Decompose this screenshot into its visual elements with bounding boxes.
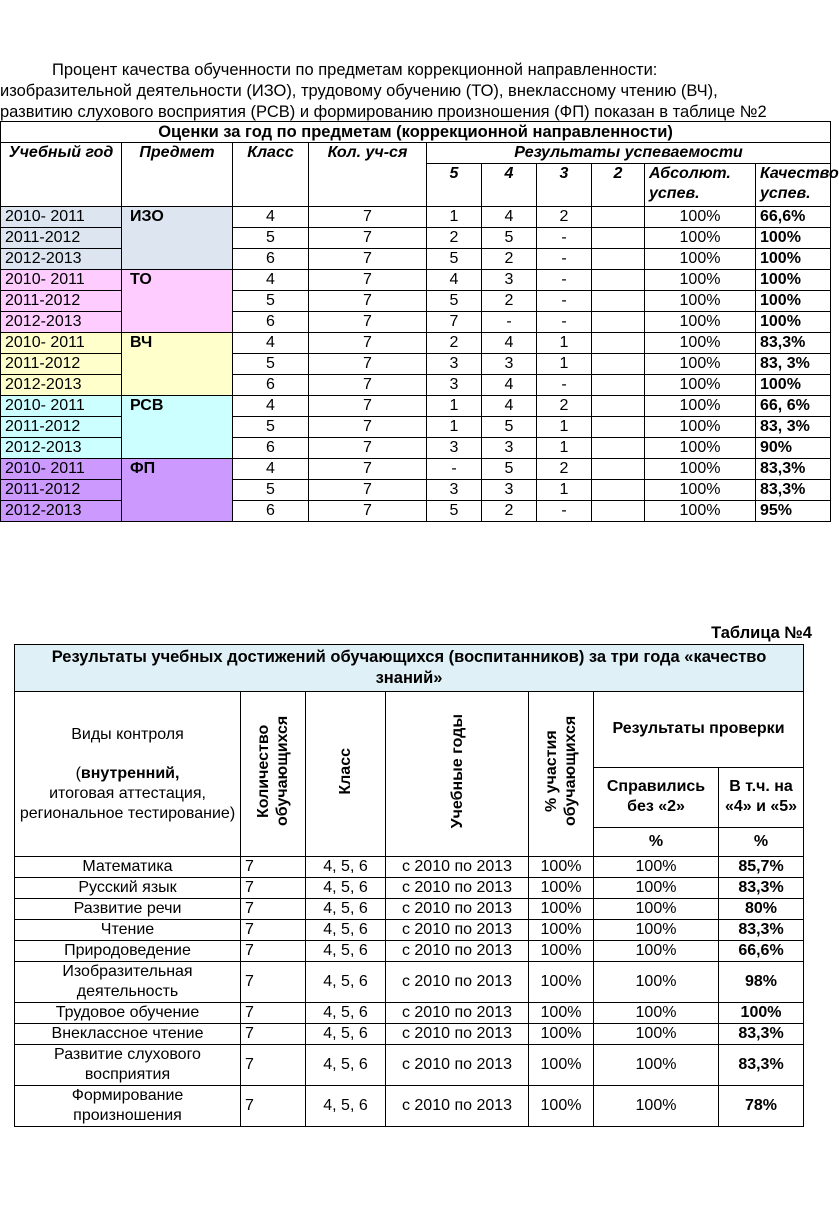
header-school-years: Учебные годы	[386, 692, 529, 857]
class-list-cell: 4, 5, 6	[306, 1045, 386, 1086]
grade4-cell: 4	[482, 207, 537, 228]
header-subject: Предмет	[122, 143, 233, 207]
intro-paragraph	[0, 60, 816, 123]
years-cell: с 2010 по 2013	[386, 962, 529, 1003]
grades-table-body	[1, 207, 831, 522]
control-label: Виды контроля	[71, 725, 184, 743]
intro-line-3: развитию слухового восприятия (РСВ) и формированию произношения (ФП) показан в таблице №2	[0, 103, 767, 121]
year-cell: 2011-2012	[1, 291, 122, 312]
subject-name-cell: Русский язык	[15, 878, 241, 899]
grade5-cell: 5	[427, 249, 482, 270]
class-cell: 5	[233, 291, 309, 312]
achievement-row	[15, 1003, 804, 1024]
grade4-cell: 3	[482, 354, 537, 375]
grade4-cell: 5	[482, 417, 537, 438]
year-cell: 2012-2013	[1, 438, 122, 459]
header-good-grades: В т.ч. на «4» и «5»	[719, 767, 804, 827]
quality-cell: 100%	[756, 228, 831, 249]
grade4-cell: 2	[482, 291, 537, 312]
count-cell: 7	[309, 480, 427, 501]
students-count-cell: 7	[241, 962, 306, 1003]
class-cell: 4	[233, 396, 309, 417]
grade5-cell: 5	[427, 501, 482, 522]
grade5-cell: 1	[427, 207, 482, 228]
control-rest: итоговая аттестация, региональное тестирование)	[19, 784, 236, 822]
quality-cell: 83,3%	[756, 480, 831, 501]
achievement-row	[15, 962, 804, 1003]
quality-cell: 95%	[756, 501, 831, 522]
grade5-cell: 1	[427, 396, 482, 417]
header-grade-2: 2	[592, 164, 645, 207]
class-cell: 5	[233, 417, 309, 438]
grade4-cell: 5	[482, 459, 537, 480]
control-internal: внутренний,	[80, 764, 180, 782]
count-cell: 7	[309, 438, 427, 459]
grade2-cell	[592, 207, 645, 228]
quality-cell: 66, 6%	[756, 396, 831, 417]
years-cell: с 2010 по 2013	[386, 920, 529, 941]
class-list-cell: 4, 5, 6	[306, 941, 386, 962]
absolute-cell: 100%	[645, 459, 756, 480]
class-cell: 4	[233, 459, 309, 480]
count-cell: 7	[309, 228, 427, 249]
grade2-cell	[592, 396, 645, 417]
count-cell: 7	[309, 207, 427, 228]
achievement-row	[15, 1086, 804, 1127]
quality-cell: 66,6%	[756, 207, 831, 228]
absolute-cell: 100%	[645, 249, 756, 270]
grade5-cell: 3	[427, 354, 482, 375]
control-detail: (внутренний,	[75, 764, 180, 782]
achievement-row	[15, 920, 804, 941]
quality-cell: 100%	[756, 249, 831, 270]
grade5-cell: 3	[427, 438, 482, 459]
quality-cell: 100%	[756, 312, 831, 333]
grade3-cell: 1	[537, 333, 592, 354]
class-cell: 4	[233, 270, 309, 291]
grade3-cell: 2	[537, 459, 592, 480]
absolute-cell: 100%	[645, 207, 756, 228]
year-cell: 2010- 2011	[1, 207, 122, 228]
good-cell: 66,6%	[719, 941, 804, 962]
quality-cell: 100%	[756, 291, 831, 312]
grade-row	[1, 270, 831, 291]
passed-cell: 100%	[594, 1086, 719, 1127]
grade5-cell: 3	[427, 480, 482, 501]
passed-cell: 100%	[594, 899, 719, 920]
years-cell: с 2010 по 2013	[386, 1045, 529, 1086]
class-list-cell: 4, 5, 6	[306, 1086, 386, 1127]
intro-line-1: Процент качества обученности по предметам коррекционной направленности:	[52, 61, 658, 79]
grade4-cell: 3	[482, 270, 537, 291]
good-cell: 83,3%	[719, 1045, 804, 1086]
grade2-cell	[592, 480, 645, 501]
header-participation: % участия обучающихся	[529, 692, 594, 857]
count-cell: 7	[309, 459, 427, 480]
quality-cell: 100%	[756, 375, 831, 396]
grade2-cell	[592, 249, 645, 270]
achievement-row	[15, 1024, 804, 1045]
year-cell: 2012-2013	[1, 312, 122, 333]
year-cell: 2011-2012	[1, 417, 122, 438]
header-control-types	[15, 692, 241, 857]
grade-row	[1, 459, 831, 480]
count-cell: 7	[309, 417, 427, 438]
class-cell: 6	[233, 249, 309, 270]
grade5-cell: 4	[427, 270, 482, 291]
years-cell: с 2010 по 2013	[386, 941, 529, 962]
absolute-cell: 100%	[645, 396, 756, 417]
good-cell: 98%	[719, 962, 804, 1003]
header-pct-2: %	[719, 827, 804, 856]
year-cell: 2011-2012	[1, 354, 122, 375]
header-year: Учебный год	[1, 143, 122, 207]
grade3-cell: -	[537, 270, 592, 291]
students-count-cell: 7	[241, 1086, 306, 1127]
class-cell: 6	[233, 312, 309, 333]
year-cell: 2010- 2011	[1, 459, 122, 480]
grades-table	[0, 121, 839, 522]
subject-cell: ВЧ	[122, 333, 233, 396]
passed-cell: 100%	[594, 1024, 719, 1045]
quality-cell: 100%	[756, 270, 831, 291]
class-cell: 6	[233, 375, 309, 396]
class-list-cell: 4, 5, 6	[306, 857, 386, 878]
passed-cell: 100%	[594, 941, 719, 962]
participation-cell: 100%	[529, 1086, 594, 1127]
absolute-cell: 100%	[645, 354, 756, 375]
good-cell: 83,3%	[719, 1024, 804, 1045]
header-grade-3: 3	[537, 164, 592, 207]
class-cell: 4	[233, 333, 309, 354]
subject-name-cell: Развитие речи	[15, 899, 241, 920]
quality-cell: 83, 3%	[756, 417, 831, 438]
grade3-cell: 2	[537, 396, 592, 417]
students-count-cell: 7	[241, 920, 306, 941]
grade2-cell	[592, 291, 645, 312]
class-cell: 6	[233, 501, 309, 522]
passed-cell: 100%	[594, 1003, 719, 1024]
class-cell: 5	[233, 480, 309, 501]
years-cell: с 2010 по 2013	[386, 899, 529, 920]
participation-cell: 100%	[529, 1024, 594, 1045]
year-cell: 2011-2012	[1, 228, 122, 249]
quality-cell: 83,3%	[756, 333, 831, 354]
table-caption: Таблица №4	[711, 624, 812, 642]
subject-name-cell: Развитие слухового восприятия	[15, 1045, 241, 1086]
grade2-cell	[592, 459, 645, 480]
years-cell: с 2010 по 2013	[386, 1086, 529, 1127]
class-cell: 6	[233, 438, 309, 459]
quality-cell: 83,3%	[756, 459, 831, 480]
absolute-cell: 100%	[645, 228, 756, 249]
participation-cell: 100%	[529, 920, 594, 941]
subject-name-cell: Изобразительная деятельность	[15, 962, 241, 1003]
absolute-cell: 100%	[645, 291, 756, 312]
grade5-cell: -	[427, 459, 482, 480]
good-cell: 78%	[719, 1086, 804, 1127]
grade3-cell: -	[537, 291, 592, 312]
grade4-cell: 4	[482, 375, 537, 396]
grade5-cell: 2	[427, 228, 482, 249]
grade3-cell: -	[537, 501, 592, 522]
subject-name-cell: Природоведение	[15, 941, 241, 962]
years-cell: с 2010 по 2013	[386, 857, 529, 878]
grade4-cell: 2	[482, 501, 537, 522]
subject-name-cell: Математика	[15, 857, 241, 878]
grade3-cell: 1	[537, 354, 592, 375]
grade-row	[1, 396, 831, 417]
passed-cell: 100%	[594, 1045, 719, 1086]
subject-cell: ТО	[122, 270, 233, 333]
grade4-cell: 2	[482, 249, 537, 270]
count-cell: 7	[309, 291, 427, 312]
year-cell: 2010- 2011	[1, 396, 122, 417]
class-list-cell: 4, 5, 6	[306, 1024, 386, 1045]
class-cell: 5	[233, 354, 309, 375]
students-count-cell: 7	[241, 1003, 306, 1024]
students-count-cell: 7	[241, 1045, 306, 1086]
grade2-cell	[592, 438, 645, 459]
grade2-cell	[592, 312, 645, 333]
subject-name-cell: Формирование произношения	[15, 1086, 241, 1127]
count-cell: 7	[309, 375, 427, 396]
header-class: Класс	[233, 143, 309, 207]
year-cell: 2012-2013	[1, 375, 122, 396]
grade3-cell: 1	[537, 417, 592, 438]
intro-line-2: изобразительной деятельности (ИЗО), трудовому обучению (ТО), внеклассному чтению (ВЧ),	[0, 82, 718, 100]
header-students-count: Количество обучающихся	[241, 692, 306, 857]
header-results: Результаты успеваемости	[427, 143, 831, 164]
grade3-cell: -	[537, 312, 592, 333]
grade4-cell: 5	[482, 228, 537, 249]
class-list-cell: 4, 5, 6	[306, 899, 386, 920]
subject-cell: РСВ	[122, 396, 233, 459]
count-cell: 7	[309, 354, 427, 375]
header-count: Кол. уч-ся	[309, 143, 427, 207]
absolute-cell: 100%	[645, 480, 756, 501]
students-count-cell: 7	[241, 857, 306, 878]
grade5-cell: 7	[427, 312, 482, 333]
header-absolute: Абсолют. успев.	[645, 164, 756, 207]
header-pct-1: %	[594, 827, 719, 856]
passed-cell: 100%	[594, 878, 719, 899]
grade3-cell: -	[537, 228, 592, 249]
years-cell: с 2010 по 2013	[386, 878, 529, 899]
achievement-row	[15, 899, 804, 920]
grade4-cell: 3	[482, 480, 537, 501]
participation-cell: 100%	[529, 941, 594, 962]
count-cell: 7	[309, 270, 427, 291]
header-passed: Справились без «2»	[594, 767, 719, 827]
achievement-row	[15, 857, 804, 878]
participation-cell: 100%	[529, 899, 594, 920]
header-grade-5: 5	[427, 164, 482, 207]
good-cell: 83,3%	[719, 878, 804, 899]
grade2-cell	[592, 417, 645, 438]
class-list-cell: 4, 5, 6	[306, 1003, 386, 1024]
subject-cell: ИЗО	[122, 207, 233, 270]
grade2-cell	[592, 501, 645, 522]
class-cell: 4	[233, 207, 309, 228]
grade3-cell: -	[537, 249, 592, 270]
year-cell: 2010- 2011	[1, 270, 122, 291]
participation-cell: 100%	[529, 1045, 594, 1086]
grade2-cell	[592, 270, 645, 291]
class-list-cell: 4, 5, 6	[306, 962, 386, 1003]
passed-cell: 100%	[594, 920, 719, 941]
grade4-cell: 4	[482, 333, 537, 354]
year-cell: 2012-2013	[1, 249, 122, 270]
grade2-cell	[592, 375, 645, 396]
grade5-cell: 2	[427, 333, 482, 354]
count-cell: 7	[309, 249, 427, 270]
absolute-cell: 100%	[645, 333, 756, 354]
grade2-cell	[592, 228, 645, 249]
grade3-cell: 1	[537, 480, 592, 501]
students-count-cell: 7	[241, 1024, 306, 1045]
achievement-row	[15, 878, 804, 899]
subject-name-cell: Чтение	[15, 920, 241, 941]
count-cell: 7	[309, 396, 427, 417]
grade5-cell: 5	[427, 291, 482, 312]
grade2-cell	[592, 354, 645, 375]
year-cell: 2012-2013	[1, 501, 122, 522]
count-cell: 7	[309, 312, 427, 333]
grade3-cell: 1	[537, 438, 592, 459]
quality-cell: 83, 3%	[756, 354, 831, 375]
years-cell: с 2010 по 2013	[386, 1003, 529, 1024]
achievement-row	[15, 1045, 804, 1086]
achievement-row	[15, 941, 804, 962]
year-cell: 2011-2012	[1, 480, 122, 501]
grade-row	[1, 207, 831, 228]
absolute-cell: 100%	[645, 501, 756, 522]
students-count-cell: 7	[241, 878, 306, 899]
good-cell: 83,3%	[719, 920, 804, 941]
absolute-cell: 100%	[645, 375, 756, 396]
grade5-cell: 1	[427, 417, 482, 438]
class-cell: 5	[233, 228, 309, 249]
header-grade-4: 4	[482, 164, 537, 207]
absolute-cell: 100%	[645, 312, 756, 333]
achievements-title: Результаты учебных достижений обучающихся (воспитанников) за три года «качество знаний»	[15, 645, 804, 692]
quality-cell: 90%	[756, 438, 831, 459]
participation-cell: 100%	[529, 857, 594, 878]
year-cell: 2010- 2011	[1, 333, 122, 354]
good-cell: 80%	[719, 899, 804, 920]
participation-cell: 100%	[529, 962, 594, 1003]
count-cell: 7	[309, 501, 427, 522]
header-quality: Качество успев.	[756, 164, 831, 207]
good-cell: 85,7%	[719, 857, 804, 878]
grade-row	[1, 333, 831, 354]
grade3-cell: 2	[537, 207, 592, 228]
students-count-cell: 7	[241, 941, 306, 962]
passed-cell: 100%	[594, 962, 719, 1003]
subject-name-cell: Внеклассное чтение	[15, 1024, 241, 1045]
grade3-cell: -	[537, 375, 592, 396]
participation-cell: 100%	[529, 878, 594, 899]
class-list-cell: 4, 5, 6	[306, 878, 386, 899]
subject-cell: ФП	[122, 459, 233, 522]
grade4-cell: 4	[482, 396, 537, 417]
achievements-table-body	[15, 857, 804, 1127]
years-cell: с 2010 по 2013	[386, 1024, 529, 1045]
header-check-results: Результаты проверки	[594, 692, 804, 768]
absolute-cell: 100%	[645, 438, 756, 459]
passed-cell: 100%	[594, 857, 719, 878]
count-cell: 7	[309, 333, 427, 354]
grades-table-title: Оценки за год по предметам (коррекционной направленности)	[1, 122, 831, 143]
header-class2: Класс	[306, 692, 386, 857]
absolute-cell: 100%	[645, 270, 756, 291]
students-count-cell: 7	[241, 899, 306, 920]
grade4-cell: -	[482, 312, 537, 333]
grade2-cell	[592, 333, 645, 354]
class-list-cell: 4, 5, 6	[306, 920, 386, 941]
grade5-cell: 3	[427, 375, 482, 396]
good-cell: 100%	[719, 1003, 804, 1024]
grade4-cell: 3	[482, 438, 537, 459]
subject-name-cell: Трудовое обучение	[15, 1003, 241, 1024]
absolute-cell: 100%	[645, 417, 756, 438]
achievements-table	[14, 644, 804, 1127]
participation-cell: 100%	[529, 1003, 594, 1024]
